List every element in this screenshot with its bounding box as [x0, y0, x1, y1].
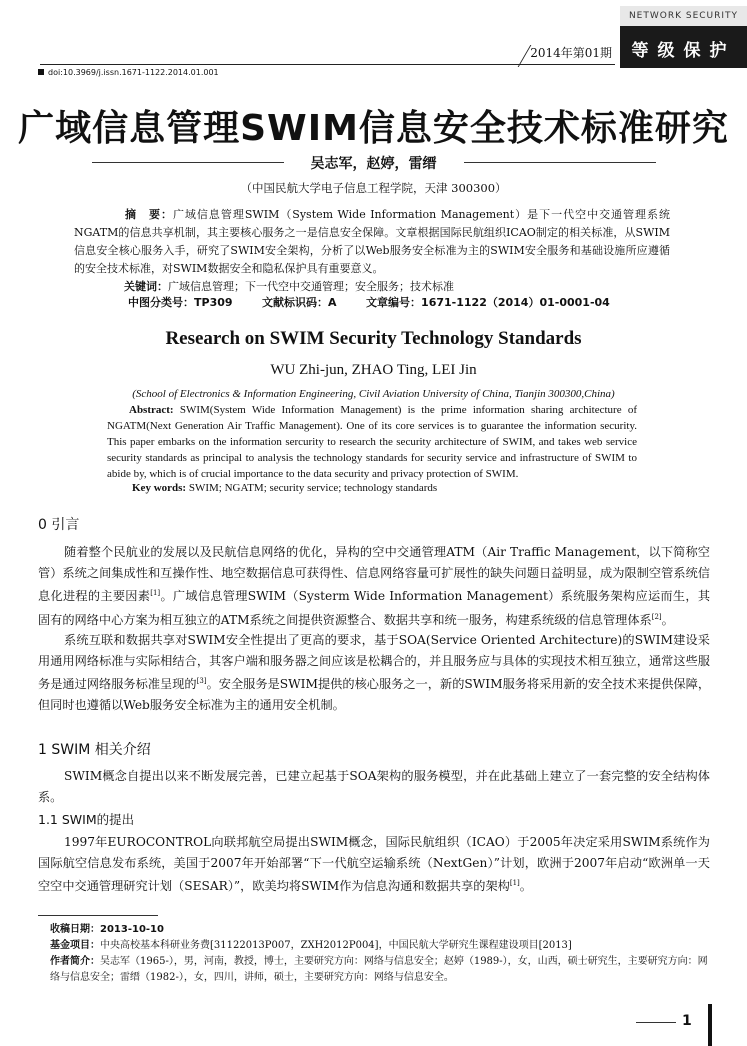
paragraph-text: 。: [661, 612, 674, 627]
keywords-en-label: Key words:: [132, 482, 187, 494]
page-number-rule: [636, 1022, 676, 1023]
section-category: 等级保护: [631, 41, 736, 61]
paragraph: [38, 832, 710, 897]
abstract-en-text: SWIM(System Wide Information Management) is the prime information sharing architecture of NGATM(Next Generation Air Traffic Management). One of its core services is to guarantee the information security. This paper embarks on the information sercurity to research the security architecture of SWIM, and takes web service security standards as principal to analysis the technology standards for security service and infrastructure of SWIM to abide by, which is of crucial importance to the data security and privacy protection of SWIM.: [107, 404, 637, 480]
journal-brand-block: [620, 6, 747, 68]
paragraph-text: 随着整个民航业的发展以及民航信息网络的优化，异构的空中交通管理ATM（Air Traffic Management，以下简称空管）系统之间集成性和互操作性、地空数据信息可获得性、信息网络容量可扩展性的缺失问题日益明显，成为限制空管系统信息化进程的主要因素: [38, 545, 710, 604]
abstract-en-label: Abstract:: [129, 404, 174, 416]
bio-label: 作者简介：: [50, 956, 100, 967]
paragraph: SWIM概念自提出以来不断发展完善，已建立起基于SOA架构的服务模型，并在此基础上建立了一套完整的安全结构体系。: [38, 769, 710, 804]
section-1-heading: 1 SWIM 相关介绍: [38, 742, 151, 758]
paragraph-text: 。广域信息管理SWIM（Systerm Wide Information Management）系统服务架构应运而生，其固有的网络中心方案为相互独立的ATM系统之间提供资源整合、数据共享和统一服务，构建系统级的信息管理体系: [38, 589, 711, 627]
citation: [1]: [150, 589, 161, 597]
header-rule: [40, 64, 615, 65]
keywords-en-text: SWIM; NGATM; security service; technology standards: [186, 482, 438, 494]
authors-en: WU Zhi-jun, ZHAO Ting, LEI Jin: [270, 362, 477, 378]
paragraph-text: 1997年EUROCONTROL向联邦航空局提出SWIM概念，国际民航组织（ICAO）于2005年决定采用SWIM系统作为国际航空信息发布系统，美国于2007年开始部署“下一代航空运输系统（NextGen）”计划，欧洲于2007年启动“欧洲单一天空空中交通管理研究计划（SESAR）”，欧美均将SWIM作为信息沟通和数据共享的架构: [38, 835, 710, 894]
section-0-body: [38, 542, 710, 715]
keywords-en: [132, 482, 437, 494]
journal-brand-name: NETWORK SECURITY: [620, 6, 747, 26]
bio-text: 吴志军（1965-），男，河南，教授，博士，主要研究方向：网络与信息安全；赵婷（1989-），女，山西，硕士研究生，主要研究方向：网络与信息安全；雷缙（1982-），女，四川，讲师，硕士，主要研究方向：网络与信息安全。: [50, 956, 708, 983]
abstract-cn-label: 摘 要：: [124, 208, 173, 221]
article-number: 文章编号：1671-1122（2014）01-0001-04: [366, 296, 610, 309]
footnote-rule: [38, 915, 158, 916]
section-1-1-heading: 1.1 SWIM的提出: [38, 812, 135, 827]
abstract-en: [107, 402, 637, 482]
citation: [3]: [196, 677, 207, 686]
clc-number: 中图分类号：TP309: [128, 296, 233, 309]
page-edge-bar: [708, 1004, 712, 1046]
fund-info: [50, 938, 710, 954]
citation: [1]: [509, 879, 520, 887]
doc-code: 文献标识码：A: [262, 296, 337, 309]
keywords-cn-text: 广域信息管理；下一代空中交通管理；安全服务；技术标准: [168, 280, 454, 293]
affiliation-cn: （中国民航大学电子信息工程学院，天津 300300）: [240, 181, 507, 195]
doi-bullet-icon: [38, 69, 44, 75]
issue-label: 2014年第01期: [530, 46, 612, 60]
paragraph: [38, 542, 710, 630]
fund-text: 中央高校基本科研业务费[31122013P007，ZXH2012P004]，中国民航大学研究生课程建设项目[2013]: [100, 940, 572, 951]
classification-line: [128, 294, 636, 310]
paper-title-en: Research on SWIM Security Technology Standards: [165, 328, 582, 349]
page-number: 1: [682, 1013, 692, 1029]
paragraph: [38, 630, 710, 715]
doi: [38, 68, 219, 77]
keywords-cn-label: 关键词：: [124, 280, 168, 293]
fund-label: 基金项目：: [50, 940, 100, 951]
section-1-1-body: [38, 832, 710, 897]
doi-text: doi:10.3969/j.issn.1671-1122.2014.01.001: [48, 68, 219, 77]
paragraph-text: 。安全服务是SWIM提供的核心服务之一，新的SWIM服务将采用新的安全技术来提供保障，但同时也遵循以Web服务安全标准为主的通用安全机制。: [38, 677, 711, 712]
received-date: 收稿日期：2013-10-10: [50, 924, 164, 935]
paper-title-cn: 广域信息管理SWIM信息安全技术标准研究: [18, 108, 729, 149]
authors-cn: 吴志军，赵婷，雷缙: [310, 156, 437, 172]
footnotes: [50, 922, 710, 986]
affiliation-en: (School of Electronics & Information Engineering, Civil Aviation University of China, Tianjin 300300,China): [132, 388, 615, 400]
paragraph-text: 系统互联和数据共享对SWIM安全性提出了更高的要求，基于SOA(Service Oriented Architecture)的SWIM建设采用通用网络标准与实际相结合，其客户端和服务器之间应该是松耦合的，并且服务应与具体的实现技术相互独立，通常这些服务是通过网络服务标准呈现的: [38, 633, 710, 692]
abstract-cn: [74, 206, 670, 296]
section-1-body: [38, 766, 710, 807]
citation: [2]: [651, 612, 662, 621]
author-bio: [50, 954, 710, 986]
abstract-cn-text: 广域信息管理SWIM（System Wide Information Management）是下一代空中交通管理系统NGATM的信息共享机制，其主要核心服务之一是信息安全保障。文章根据国际民航组织ICAO制定的相关标准，从SWIM信息安全核心服务入手，研究了SWIM安全架构，分析了以Web服务安全标准为主的SWIM安全服务和基础设施所应遵循的安全技术标准，对SWIM数据安全和隐私保护具有重要意义。: [74, 208, 671, 275]
paragraph-text: 。: [519, 879, 532, 894]
section-0-heading: 0 引言: [38, 517, 80, 533]
